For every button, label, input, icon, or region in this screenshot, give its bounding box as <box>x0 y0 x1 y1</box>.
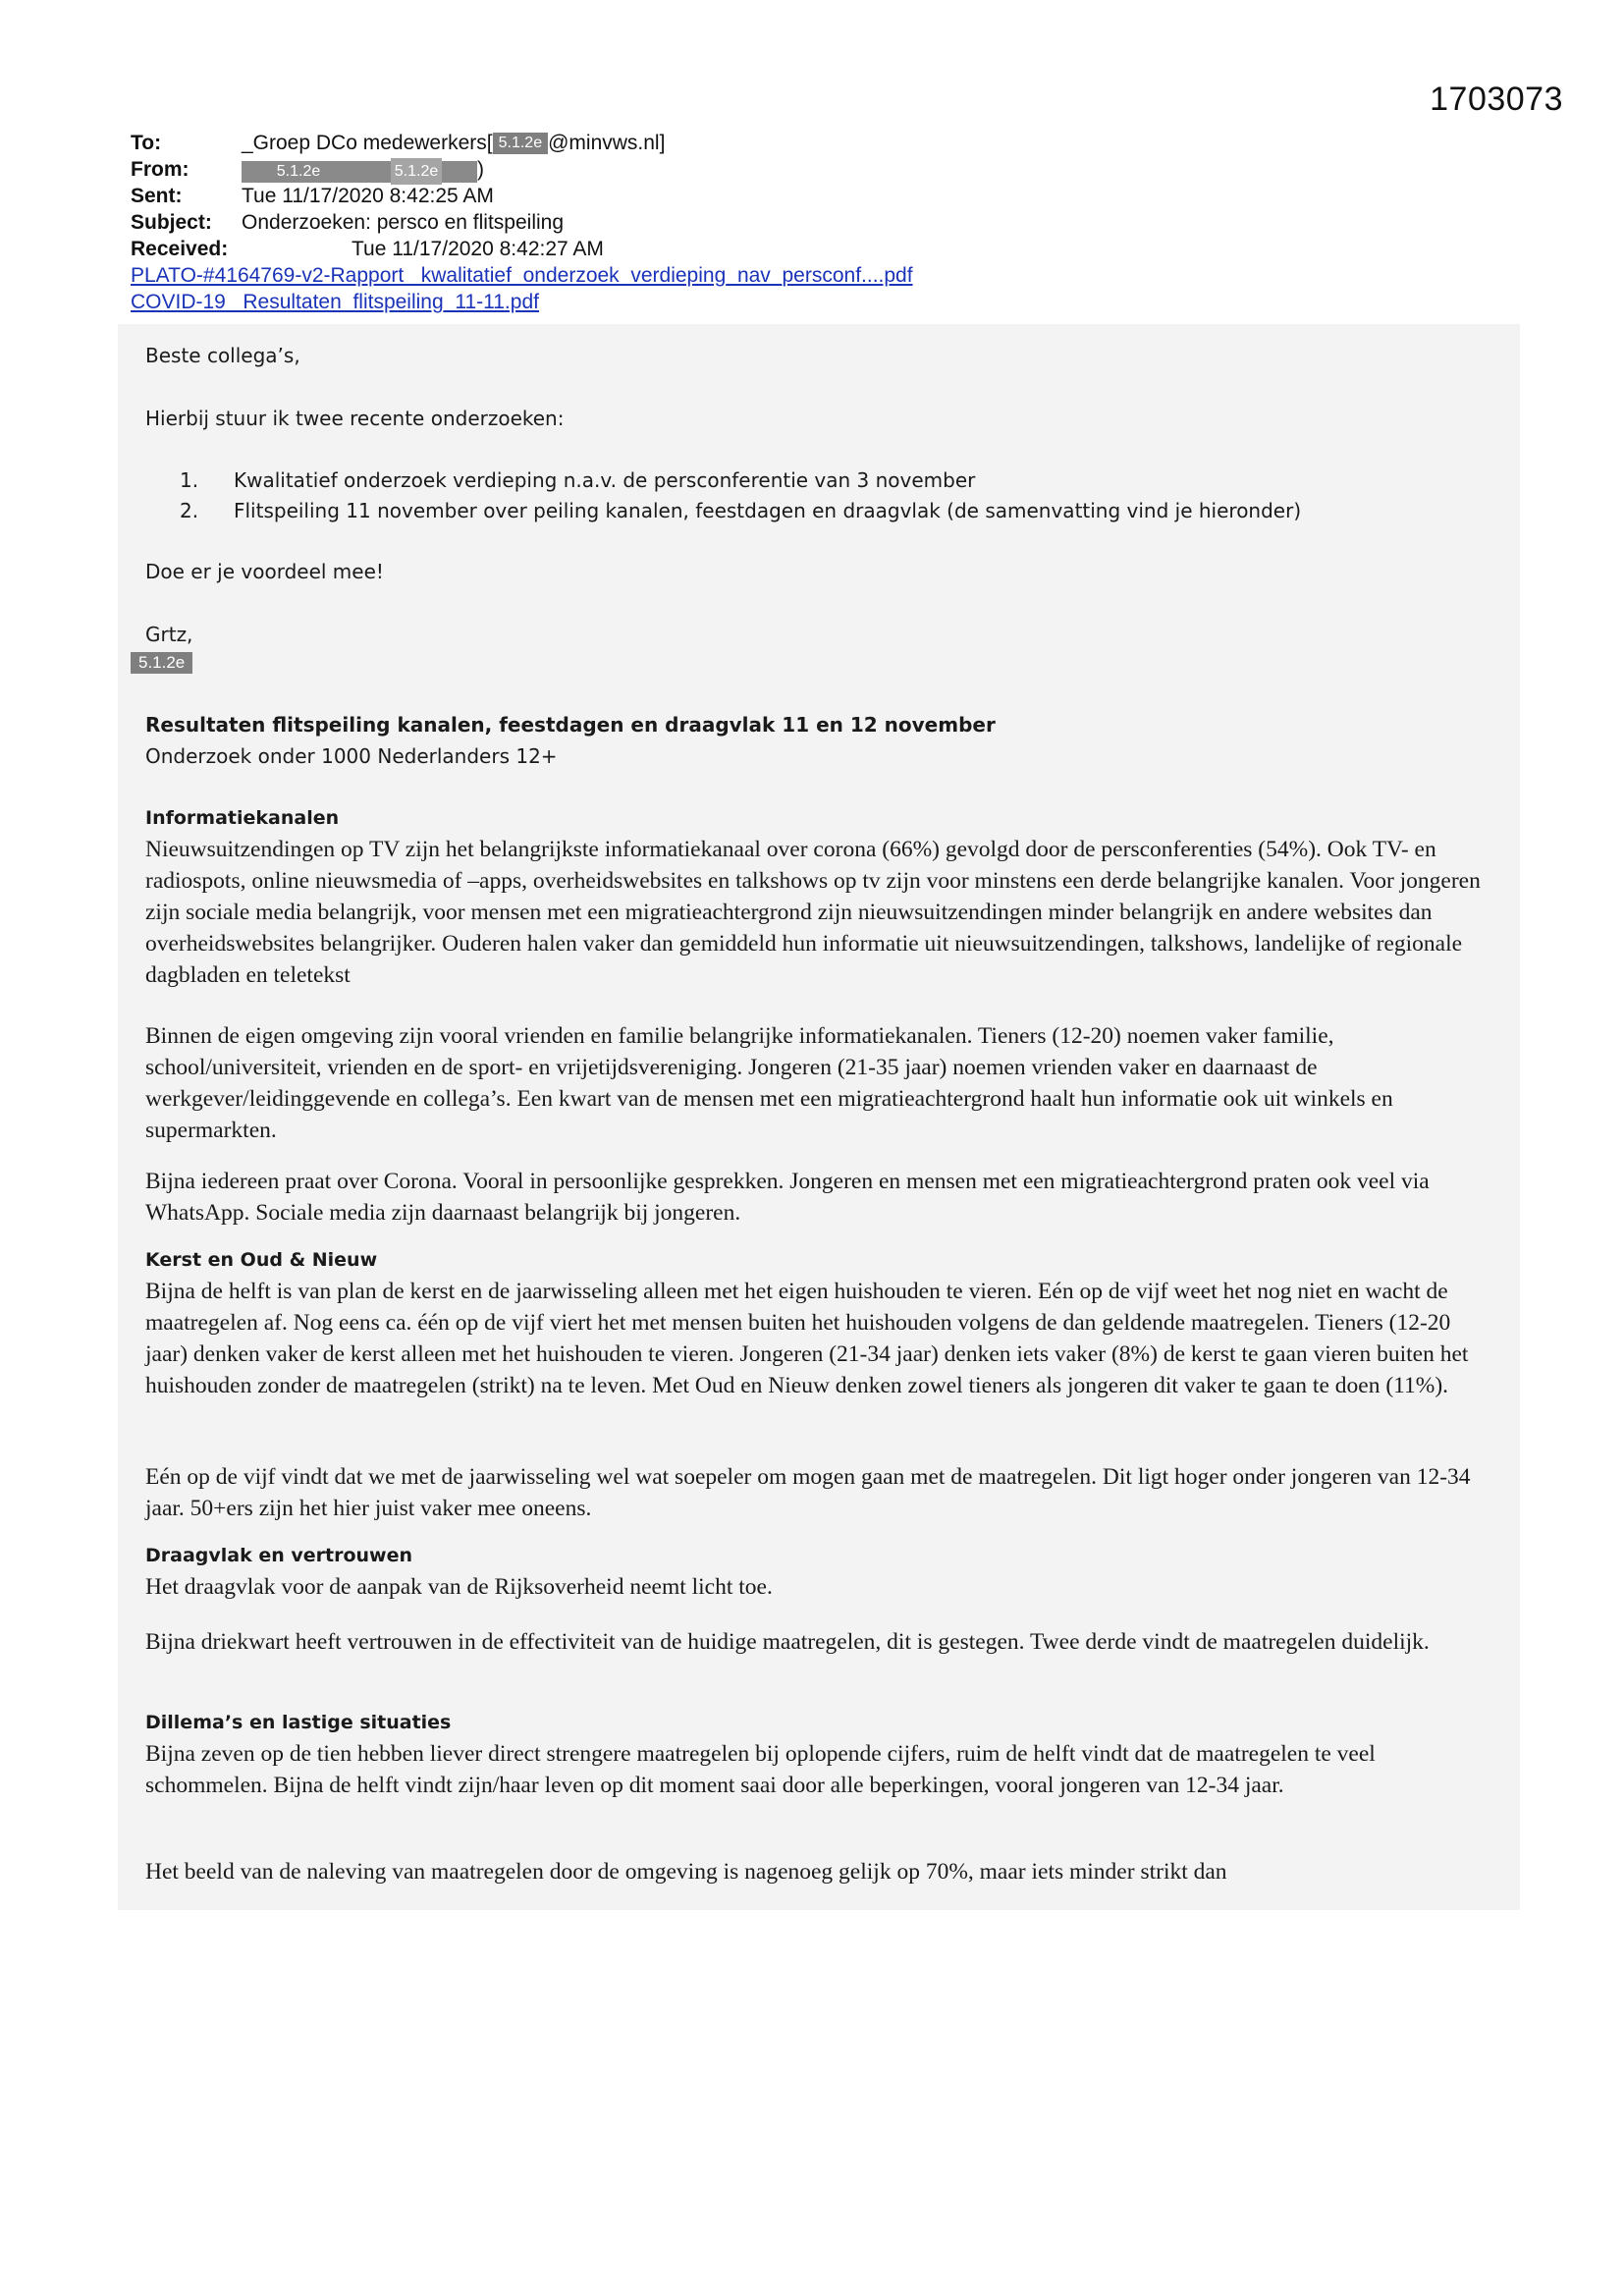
paragraph: Het draagvlak voor de aanpak van de Rijksoverheid neemt licht toe. <box>145 1574 773 1600</box>
subject-value: Onderzoeken: persco en flitspeiling <box>242 211 565 234</box>
sent-label: Sent: <box>131 185 183 207</box>
received-row <box>131 236 1014 262</box>
attachment-link-rapport[interactable]: PLATO-#4164769-v2-Rapport_ kwalitatief_onderzoek_verdieping_nav_persconf....pdf <box>131 264 913 287</box>
paragraph: Bijna de helft is van plan de kerst en de jaarwisseling alleen met het eigen huishouden te vieren. Eén op de vijf weet het nog niet en wacht de maatregelen af. Nog eens ca. één op de vijf viert het met mensen buiten het huishouden volgens de dan geldende maatregelen. Tieners (12-20 jaar) denken vaker de kerst alleen met het huishouden te vieren. Jongeren (21-34 jaar) denken iets vaker (8%) de kerst te gaan vieren buiten het huishouden zonder de maatregelen (strikt) na te leven. Met Oud en Nieuw denken zowel tieners als jongeren dit vaker te gaan te doen (11%). <box>145 1279 1469 1398</box>
list-text: Kwalitatief onderzoek verdieping n.a.v. de persconferentie van 3 november <box>234 468 976 492</box>
paragraph: Het beeld van de naleving van maatregelen door de omgeving is nagenoeg gelijk op 70%, maar iets minder strikt dan <box>145 1859 1227 1885</box>
from-value <box>242 156 484 183</box>
results-subtitle: Onderzoek onder 1000 Nederlanders 12+ <box>145 744 558 768</box>
signature-redaction: 5.1.2e <box>131 652 192 674</box>
list-number: 1. <box>180 468 199 492</box>
section-heading-draagvlak: Draagvlak en vertrouwen <box>145 1545 413 1566</box>
results-title: Resultaten flitspeiling kanalen, feestdagen en draagvlak 11 en 12 november <box>145 713 996 737</box>
paragraph: Bijna zeven op de tien hebben liever direct strengere maatregelen bij oplopende cijfers, ruim de helft vindt dat de maatregelen te veel schommelen. Bijna de helft vindt zijn/haar leven op dit moment saai door alle beperkingen, vooral jongeren van 12-34 jaar. <box>145 1741 1376 1798</box>
list-text: Flitspeiling 11 november over peiling kanalen, feestdagen en draagvlak (de samenvatting vind je hieronder) <box>234 499 1302 522</box>
section-heading-informatiekanalen: Informatiekanalen <box>145 807 340 829</box>
signoff: Grtz, <box>145 623 193 646</box>
received-label: Received: <box>131 238 229 260</box>
subject-row <box>131 209 1014 236</box>
sent-value: Tue 11/17/2020 8:42:25 AM <box>242 185 494 207</box>
from-suffix: ) <box>477 158 484 181</box>
list-item <box>180 465 1301 496</box>
paragraph: Binnen de eigen omgeving zijn vooral vrienden en familie belangrijke informatiekanalen. Tieners (12-20) noemen vaker familie, school/universiteit, vrienden en de sport- en vrijetijdsvereniging. Jongeren (21-35 jaar) noemen vrienden vaker en daarnaast de werkgever/leidinggevende en collega’s. Een kwart van de mensen met een migratieachtergrond haalt hun informatie ook uit winkels en supermarkten. <box>145 1023 1393 1143</box>
greeting: Beste collega’s, <box>145 344 300 367</box>
from-redaction-2: 5.1.2e <box>391 158 442 185</box>
closing-text: Doe er je voordeel mee! <box>145 560 384 583</box>
document-number: 1703073 <box>1430 81 1563 118</box>
subject-label: Subject: <box>131 211 212 234</box>
from-label: From: <box>131 158 189 181</box>
attachment-link-flitspeiling[interactable]: COVID-19 _Resultaten_flitspeiling_11-11.pdf <box>131 291 539 313</box>
research-list <box>180 465 1301 526</box>
to-row <box>131 130 1014 156</box>
email-header <box>131 130 1014 315</box>
to-prefix: _Groep DCo medewerkers[ <box>242 132 493 154</box>
from-redaction-1: 5.1.2e <box>276 163 321 180</box>
from-redaction <box>242 161 477 183</box>
paragraph: Nieuwsuitzendingen op TV zijn het belangrijkste informatiekanaal over corona (66%) gevolgd door de persconferenties (54%). Ook TV- en radiospots, online nieuwsmedia of –apps, overheidswebsites en talkshows op tv zijn voor minstens een derde belangrijke kanalen. Voor jongeren zijn sociale media belangrijk, voor mensen met een migratieachtergrond zijn nieuwsuitzendingen minder belangrijk en andere websites dan overheidswebsites belangrijker. Ouderen halen vaker dan gemiddeld hun informatie uit nieuwsuitzendingen, talkshows, landelijke of regionale dagbladen en teletekst <box>145 837 1481 988</box>
sent-row <box>131 183 1014 209</box>
from-row <box>131 156 1014 183</box>
paragraph: Bijna iedereen praat over Corona. Vooral in persoonlijke gesprekken. Jongeren en mensen met een migratieachtergrond praten ook veel via WhatsApp. Sociale media zijn daarnaast belangrijk bij jongeren. <box>145 1169 1430 1226</box>
to-suffix: @minvws.nl] <box>548 132 666 154</box>
intro-text: Hierbij stuur ik twee recente onderzoeken: <box>145 407 565 430</box>
to-label: To: <box>131 132 162 154</box>
section-heading-dilemmas: Dillema’s en lastige situaties <box>145 1712 452 1733</box>
to-redaction: 5.1.2e <box>493 133 548 154</box>
paragraph: Bijna driekwart heeft vertrouwen in de effectiviteit van de huidige maatregelen, dit is gestegen. Twee derde vindt de maatregelen duidelijk. <box>145 1629 1430 1655</box>
received-value: Tue 11/17/2020 8:42:27 AM <box>352 238 604 260</box>
paragraph: Eén op de vijf vindt dat we met de jaarwisseling wel wat soepeler om mogen gaan met de maatregelen. Dit ligt hoger onder jongeren van 12-34 jaar. 50+ers zijn het hier juist vaker mee oneens. <box>145 1464 1471 1521</box>
list-item <box>180 496 1301 526</box>
section-heading-kerst: Kerst en Oud & Nieuw <box>145 1249 378 1271</box>
to-value <box>242 130 665 156</box>
list-number: 2. <box>180 499 199 522</box>
